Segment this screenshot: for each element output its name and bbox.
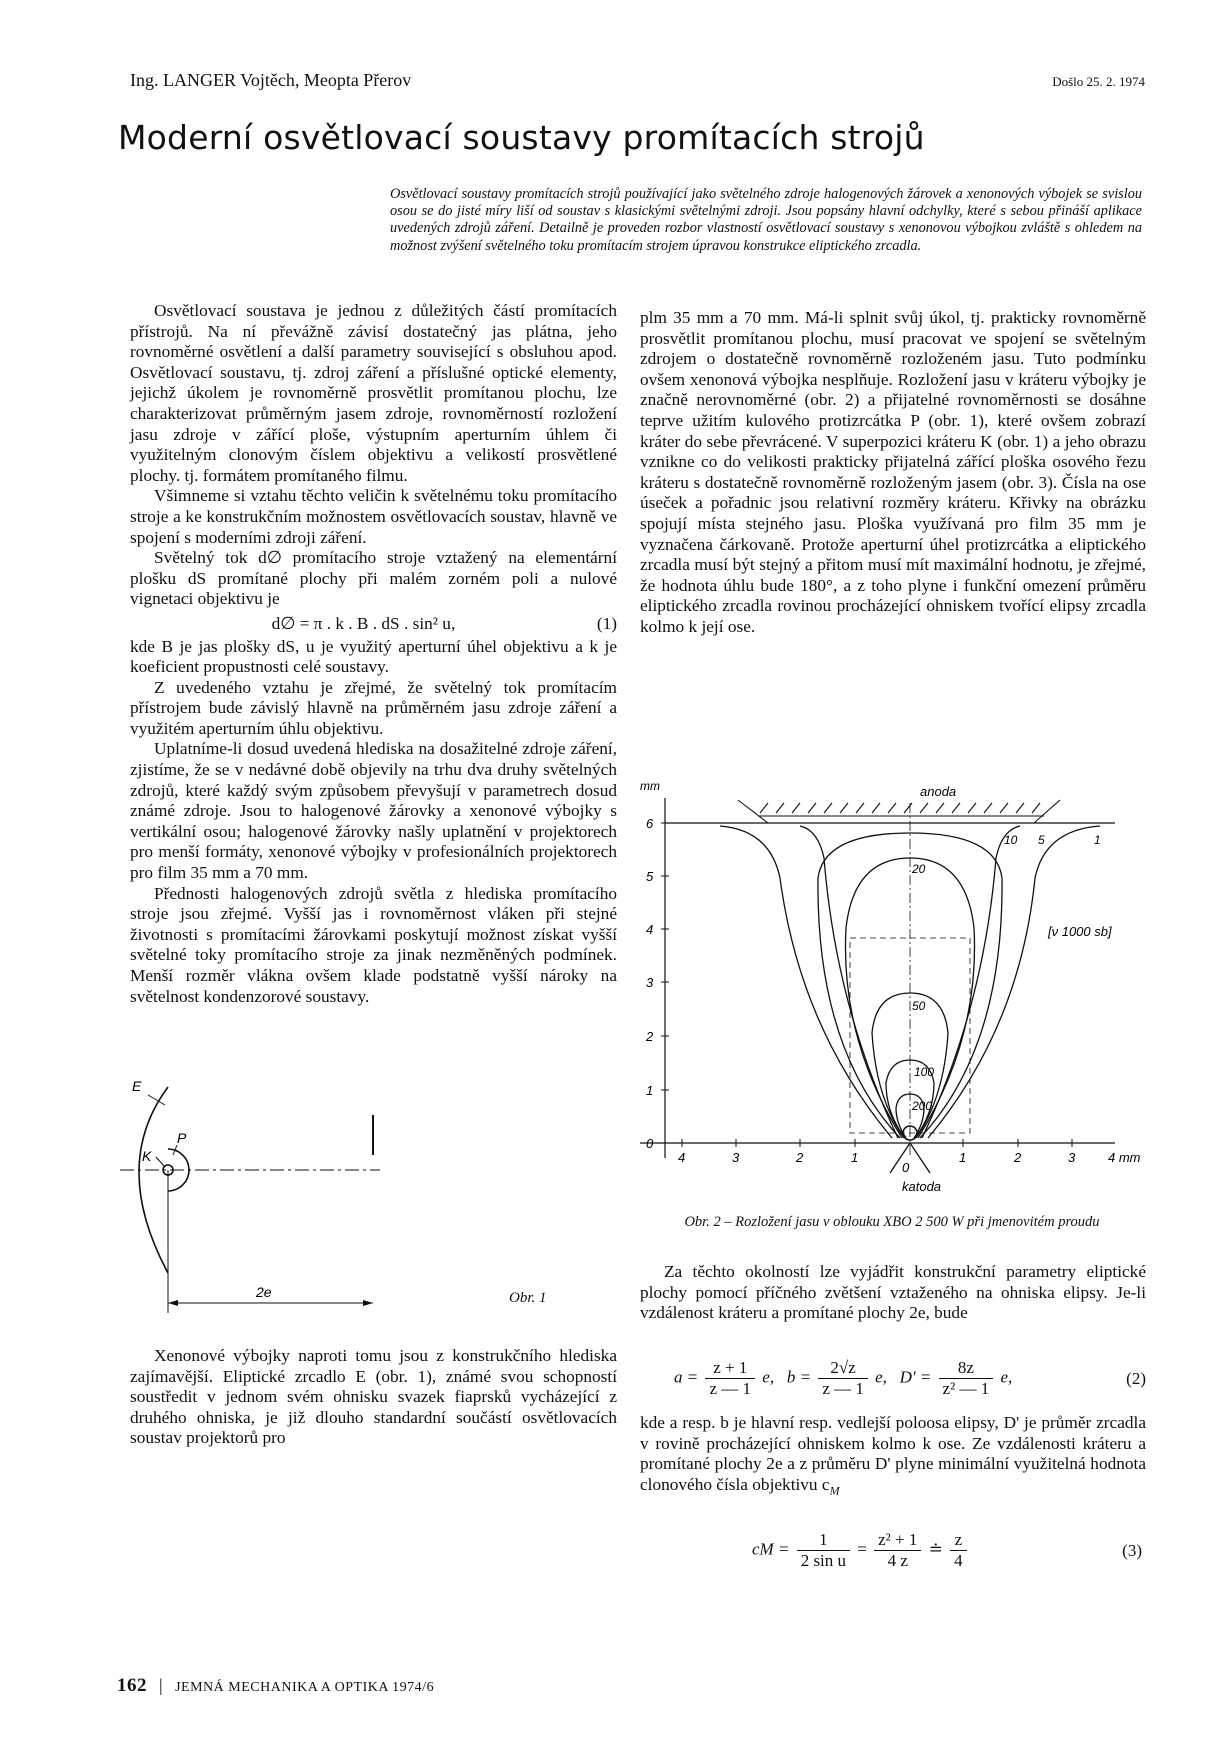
y-tick: 6 bbox=[646, 816, 654, 831]
paragraph: Všimneme si vztahu těchto veličin k světelnému toku promítacího stroje a ke konstrukčním možnostem osvětlovacích soustav, hlavně ve spojení s moderními zdroji záření. bbox=[130, 486, 617, 547]
x-tick: 4 bbox=[678, 1150, 686, 1165]
y-tick-labels bbox=[645, 816, 654, 1151]
denominator: 4 z bbox=[887, 1551, 908, 1570]
paragraph: Z uvedeného vztahu je zřejmé, že světelný tok promítacím přístrojem bude závislý hlavně na průměrném jasu zdroje záření a využitém aperturním úhlu objektivu. bbox=[130, 677, 617, 738]
page-footer bbox=[117, 1675, 434, 1697]
cathode-label: katoda bbox=[902, 1179, 942, 1194]
contour-label: 200 bbox=[912, 1099, 933, 1113]
paragraph-text: kde a resp. b je hlavní resp. vedlejší poloosa elipsy, D' je průměr zrcadla v rovině procházející ohniskem kolmo k ose. Ze vzdálenosti kráteru a promítané plochy 2e a z průměru D' plyne minimální využitelná hodnota clonového čísla objektivu c bbox=[640, 1413, 1146, 1494]
equation-3-body bbox=[752, 1530, 970, 1571]
y-tick: 5 bbox=[646, 869, 654, 884]
eq3-fraction-3 bbox=[950, 1530, 967, 1571]
article-title: Moderní osvětlovací soustavy promítacích strojů bbox=[118, 118, 925, 157]
paragraph bbox=[640, 1413, 1146, 1501]
denominator: 2 sin u bbox=[800, 1551, 847, 1570]
x-tick: 1 bbox=[851, 1150, 859, 1165]
x-tick: 3 bbox=[732, 1150, 740, 1165]
eq3-fraction-1 bbox=[797, 1530, 850, 1571]
subscript: M bbox=[829, 1483, 840, 1498]
label-2e: 2e bbox=[256, 1284, 272, 1300]
y-tick: 0 bbox=[646, 1136, 654, 1151]
paragraph: Osvětlovací soustava je jednou z důležitých částí promítacích přístrojů. Na ní převážně závisí dostatečný jas plátna, jeho rovnoměrné osvětlení a další parametry související s obsluhou apod. Osvětlovací soustavu, tj. zdroj záření a příslušné optické elementy, jejichž úkolem je rovnoměrně prosvětlit promítanou plochu, lze charakterizovat průměrným jasem zdroje, rovnoměrností rozložení jasu zdroje v zářící ploše, výstupním aperturním úhlem či využitelným clonovým číslem objektivu a velikostí prosvětlené plochy. tj. formátem promítaného filmu. bbox=[130, 301, 617, 485]
footer-divider: | bbox=[159, 1675, 164, 1695]
journal-name: JEMNÁ MECHANIKA A OPTIKA 1974/6 bbox=[175, 1680, 435, 1695]
eq3-fraction-2 bbox=[874, 1530, 921, 1571]
paragraph: Přednosti halogenových zdrojů světla z hlediska promítacího stroje jsou zřejmé. Vyšší jas i rovnoměrnost vláken při stejné životnosti s promítacími žárovkami poskytují možnost získat vyšší světelné toky promítacího stroje za jinak nezměněných podmínek. Menší rozměr vlákna ovšem klade podstatně vyšší nároky na světelnost kondenzorové soustavy. bbox=[130, 883, 617, 1006]
eq2-d-tail: e, bbox=[1000, 1367, 1013, 1387]
paragraph: Za těchto okolností lze vyjádřit konstrukční parametry eliptické plochy pomocí příčného zvětšení vztaženého na ohniska elipsy. Je-li vzdálenost kráteru a promítané plochy 2e, bude bbox=[640, 1262, 1146, 1323]
numerator: 8z bbox=[939, 1358, 994, 1379]
equation-3 bbox=[640, 1530, 1146, 1571]
abstract: Osvětlovací soustavy promítacích strojů používající jako světelného zdroje halogenových žárovek a xenonových výbojek se svislou osou se do jisté míry liší od soustav s klasickými světelnými zdroji. Jsou popsány hlavní odchylky, které s sebou přináší aplikace uvedených zdrojů záření. Detailně je proveden rozbor vlastností osvětlovací soustavy s xenonovou výbojkou zvláště s ohledem na možnost zvýšení světelného toku promítacím strojem úpravou konstrukce eliptického zrcadla. bbox=[390, 186, 1142, 254]
equation-2-body bbox=[674, 1358, 1012, 1399]
numerator: z bbox=[950, 1530, 967, 1551]
anode-hatch bbox=[738, 800, 1060, 823]
paragraph: plm 35 mm a 70 mm. Má-li splnit svůj úkol, tj. prakticky rovnoměrně prosvětlit promítanou plochu, musí pracovat ve spojení se světelným zdrojem o dostatečně rovnoměrně rozloženém jasu. Tuto podmínku ovšem xenonová výbojka nesplňuje. Rozložení jasu v kráteru výbojky je značně nerovnoměrné (obr. 2) a přijatelné rovnoměrnosti se dosáhne teprve užitím kulového protizrcátka P (obr. 1), které ovšem zobrazí kráter do sebe převrácené. V superpozici kráteru K (obr. 1) a jeho obrazu vznikne co do velikosti prakticky přijatelná zářící ploška osového řezu kráteru s dostatečně rovnoměrně rozloženým jasem (obr. 3). Čísla na ose úseček a pořadnic jsou relativní rozměry kráteru. Křivky na obrázku spojují místa stejného jasu. Ploška využívaná pro film 35 mm je vyznačena čárkovaně. Protože aperturní úhel protizrcátka a eliptického zrcadla musí být stejný a přitom musí mít maximální hodnotu, je zřejmé, že hodnota úhlu bude 180°, a z toho plyne i funkční omezení průměru eliptického zrcadla rovinou procházející ohniskem tvořící elipsy zrcadla kolmo k její ose. bbox=[640, 308, 1146, 636]
right-column-mid bbox=[640, 1262, 1146, 1324]
x-tick: 3 bbox=[1068, 1150, 1076, 1165]
denominator: 4 bbox=[954, 1551, 963, 1570]
ellipsoid-mirror bbox=[139, 1087, 168, 1273]
paragraph: Xenonové výbojky naproti tomu jsou z konstrukčního hlediska zajímavější. Eliptické zrcadlo E (obr. 1), známé svou schopností soustředit v jednom svém ohnisku svazek fiaprsků vycházející z druhého ohniska, je již dlouho standardní součástí osvětlovacích soustav projektorů pro bbox=[130, 1346, 617, 1448]
equation-2 bbox=[640, 1358, 1146, 1399]
paragraph: Světelný tok d∅ promítacího stroje vztažený na elementární plošku dS promítané plochy při malém zorném poli a nulové vignetaci objektivu je bbox=[130, 548, 617, 609]
y-unit-label: mm bbox=[640, 779, 660, 793]
numerator: z² + 1 bbox=[874, 1530, 921, 1551]
equation-3-number: (3) bbox=[1122, 1540, 1142, 1560]
author-line: Ing. LANGER Vojtěch, Meopta Přerov bbox=[130, 70, 412, 90]
unit-label: [ν 1000 sb] bbox=[1048, 924, 1112, 939]
x-tick: 2 bbox=[1014, 1150, 1022, 1165]
paragraph: Uplatníme-li dosud uvedená hlediska na dosažitelné zdroje záření, zjistíme, že se v nedávné době objevily na trhu dva druhy světelných zdrojů, které každý svým způsobem převyšují v parametrech dosud známé zdroje. Jsou to halogenové žárovky a xenonové výbojky s vertikální osou; halogenové žárovky našly uplatnění v projektorech pro menší formáty, xenonové výbojky v profesionálních projektorech pro film 35 mm a 70 mm. bbox=[130, 739, 617, 883]
denominator: z — 1 bbox=[709, 1379, 752, 1398]
eq3-lhs: cM = bbox=[752, 1539, 790, 1559]
y-tick: 3 bbox=[646, 975, 654, 990]
contour-label: 20 bbox=[912, 862, 926, 876]
left-column-end bbox=[130, 1346, 617, 1449]
numerator: 2√z bbox=[818, 1358, 868, 1379]
x-tick: 1 bbox=[959, 1150, 967, 1165]
left-column bbox=[130, 301, 617, 1007]
figure-1 bbox=[120, 1075, 560, 1340]
x-tick-labels bbox=[678, 1150, 1141, 1175]
eq3-equals: = bbox=[857, 1539, 867, 1559]
equation-1-body: d∅ = π . k . B . dS . sin² u, bbox=[271, 613, 456, 633]
contour-label: 5 bbox=[1038, 833, 1045, 847]
contour-label: 1 bbox=[1094, 833, 1101, 847]
eq2-b-fraction bbox=[818, 1358, 868, 1399]
y-tick: 4 bbox=[646, 922, 654, 937]
equation-1 bbox=[130, 614, 617, 635]
equation-1-number: (1) bbox=[596, 613, 617, 633]
label-K: K bbox=[142, 1148, 152, 1164]
numerator: z + 1 bbox=[705, 1358, 755, 1379]
label-P: P bbox=[177, 1130, 187, 1146]
y-tick: 2 bbox=[646, 1029, 654, 1044]
y-tick: 1 bbox=[646, 1083, 654, 1098]
page-number: 162 bbox=[117, 1675, 147, 1696]
figure-1-caption: Obr. 1 bbox=[509, 1290, 547, 1306]
eq2-d-lhs: D' = bbox=[899, 1367, 932, 1387]
anode-label: anoda bbox=[920, 784, 957, 799]
contour-label: 100 bbox=[914, 1065, 935, 1079]
right-column-end bbox=[640, 1413, 1146, 1501]
numerator: 1 bbox=[797, 1530, 850, 1551]
contour-labels bbox=[911, 833, 1101, 1113]
paragraph: kde B je jas plošky dS, u je využitý aperturní úhel objektivu a k je koeficient propustnosti celé soustavy. bbox=[130, 636, 617, 677]
denominator: z — 1 bbox=[822, 1379, 864, 1398]
contour-label: 10 bbox=[1004, 833, 1018, 847]
x-tick: 2 bbox=[796, 1150, 804, 1165]
eq2-d-fraction bbox=[939, 1358, 994, 1399]
right-column-top bbox=[640, 308, 1146, 638]
contour-label: 50 bbox=[912, 999, 926, 1013]
eq2-a-fraction bbox=[705, 1358, 755, 1399]
eq3-approx: ≐ bbox=[928, 1539, 943, 1559]
x-unit-label: 4 mm bbox=[1108, 1150, 1141, 1165]
denominator: z² — 1 bbox=[942, 1379, 990, 1398]
eq2-b-tail: e, bbox=[875, 1367, 887, 1387]
eq2-b-lhs: b = bbox=[786, 1367, 812, 1387]
eq2-a-lhs: a = bbox=[674, 1367, 699, 1387]
received-date: Došlo 25. 2. 1974 bbox=[1052, 74, 1145, 89]
x-tick: 0 bbox=[902, 1160, 910, 1175]
eq2-a-tail: e, bbox=[762, 1367, 775, 1387]
equation-2-number: (2) bbox=[1126, 1368, 1146, 1388]
figure-2-caption: Obr. 2 – Rozložení jasu v oblouku XBO 2 500 W při jmenovitém proudu bbox=[684, 1214, 1100, 1230]
figure-2 bbox=[640, 778, 1160, 1203]
label-E: E bbox=[132, 1078, 142, 1094]
